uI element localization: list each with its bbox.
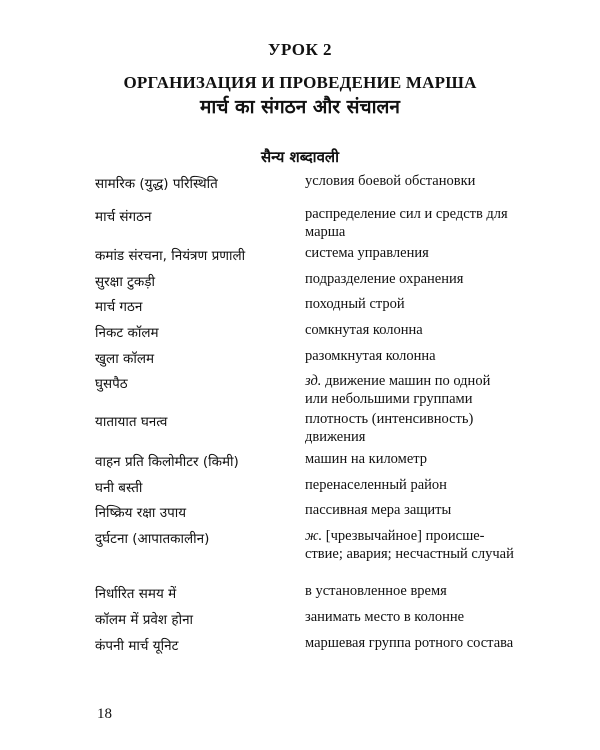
title-russian: ОРГАНИЗАЦИЯ И ПРОВЕДЕНИЕ МАРША	[123, 73, 477, 92]
translation-text: маршевая группа ротного состава	[305, 635, 514, 651]
translation-text: распределение сил и средств для марша	[305, 206, 508, 240]
translation-text: занимать место в колонне	[305, 609, 465, 625]
term-russian	[305, 271, 515, 289]
term-russian	[305, 635, 515, 653]
translation-text: условия боевой обстановки	[305, 173, 476, 189]
term-hindi: सामरिक (युद्ध) परिस्थिति	[95, 176, 218, 192]
term-russian	[305, 583, 515, 601]
translation-text: плотность (интенсивность) движения	[305, 411, 474, 445]
term-russian	[305, 502, 515, 520]
term-hindi: घुसपैठ	[95, 376, 128, 392]
grammar-note: зд.	[305, 373, 322, 389]
term-russian	[305, 245, 515, 263]
translation-text: пассивная мера защиты	[305, 502, 452, 518]
translation-text: перенаселенный район	[305, 477, 447, 493]
translation-text: машин на километр	[305, 451, 428, 467]
term-hindi: दुर्घटना (आपातकालीन)	[95, 531, 210, 547]
term-hindi: कमांड संरचना, नियंत्रण प्रणाली	[95, 248, 246, 264]
term-hindi: वाहन प्रति किलोमीटर (किमी)	[95, 454, 239, 470]
term-russian	[305, 296, 515, 314]
translation-text: движение машин по одной или небольшими группами	[305, 373, 491, 407]
page-number: 18	[97, 706, 112, 722]
term-russian	[305, 609, 515, 627]
term-hindi: यातायात घनत्व	[95, 414, 168, 430]
term-hindi: मार्च संगठन	[95, 209, 152, 225]
translation-text: подразделение охранения	[305, 271, 464, 287]
grammar-note: ж.	[305, 528, 323, 544]
term-russian	[305, 348, 515, 366]
lesson-heading: УРОК 2	[267, 40, 333, 59]
term-russian	[305, 173, 515, 191]
translation-text: сомкнутая колонна	[305, 322, 423, 338]
term-hindi: सुरक्षा टुकड़ी	[95, 274, 156, 290]
term-russian	[305, 411, 515, 446]
translation-text: система управления	[305, 245, 429, 261]
term-hindi: निष्क्रिय रक्षा उपाय	[95, 505, 187, 521]
term-hindi: निकट कॉलम	[95, 325, 159, 341]
title-hindi: मार्च का संगठन और संचालन	[200, 96, 400, 118]
translation-text: [чрезвычайное] происше-ствие; авария; несчастный случай	[305, 528, 514, 562]
term-hindi: घनी बस्ती	[95, 480, 143, 496]
term-russian	[305, 477, 515, 495]
translation-text: походный строй	[305, 296, 405, 312]
term-hindi: निर्धारित समय में	[95, 586, 177, 602]
term-russian	[305, 206, 515, 241]
term-hindi: कॉलम में प्रवेश होना	[95, 612, 194, 628]
translation-text: разомкнутая колонна	[305, 348, 436, 364]
term-hindi: खुला कॉलम	[95, 351, 155, 367]
vocabulary-subheading: सैन्य शब्दावली	[261, 148, 339, 166]
term-russian	[305, 528, 515, 563]
term-russian	[305, 373, 515, 408]
translation-text: в установленное время	[305, 583, 447, 599]
term-russian	[305, 322, 515, 340]
term-hindi: कंपनी मार्च यूनिट	[95, 638, 179, 654]
term-hindi: मार्च गठन	[95, 299, 143, 315]
term-russian	[305, 451, 515, 469]
